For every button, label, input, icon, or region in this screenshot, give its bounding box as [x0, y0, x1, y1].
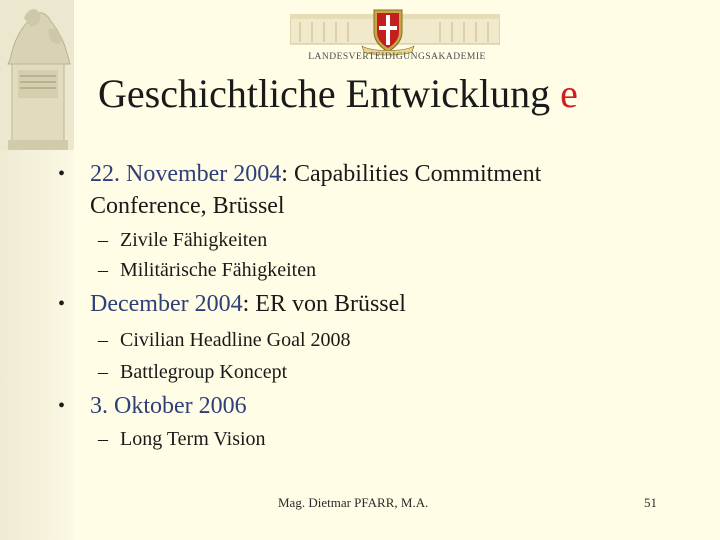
title-suffix: e: [560, 71, 578, 116]
page-title: [98, 70, 578, 117]
sub-item: – Zivile Fähigkeiten: [98, 229, 268, 251]
bullet-text: : Capabilities Commitment: [281, 161, 542, 187]
sub-item-text: Civilian Headline Goal 2008: [120, 329, 351, 351]
bullet-date: 22. November 2004: [90, 161, 282, 187]
bullet-item: [58, 288, 662, 320]
bullet-text-continued: Conference, Brüssel: [90, 193, 285, 219]
bullet-item: [58, 158, 662, 222]
bullet-dot-icon: •: [58, 293, 66, 315]
bullet-date: 3. Oktober 2006: [90, 393, 247, 419]
bullet-dot-icon: •: [58, 395, 66, 417]
sub-item: – Long Term Vision: [98, 428, 266, 450]
bullet-dot-icon: •: [58, 163, 66, 185]
title-main: Geschichtliche Entwicklung: [98, 71, 551, 116]
bullet-item: [58, 390, 662, 422]
sub-item-text: Long Term Vision: [120, 428, 266, 450]
sub-item-text: Battlegroup Koncept: [120, 361, 288, 383]
statue-logo: [0, 0, 74, 150]
page-number: 51: [644, 495, 657, 510]
academy-name: LANDESVERTEIDIGUNGSAKADEMIE: [308, 52, 486, 62]
bullet-date: December 2004: [90, 291, 243, 317]
coat-of-arms-icon: [360, 6, 416, 56]
sub-item-text: Zivile Fähigkeiten: [120, 229, 268, 251]
footer-author: Mag. Dietmar PFARR, M.A.: [278, 495, 429, 510]
sub-item: – Civilian Headline Goal 2008: [98, 329, 351, 351]
bullet-text: : ER von Brüssel: [242, 291, 406, 317]
sub-item: – Battlegroup Koncept: [98, 361, 288, 383]
sub-item-text: Militärische Fähigkeiten: [120, 259, 317, 281]
sub-item: – Militärische Fähigkeiten: [98, 259, 317, 281]
